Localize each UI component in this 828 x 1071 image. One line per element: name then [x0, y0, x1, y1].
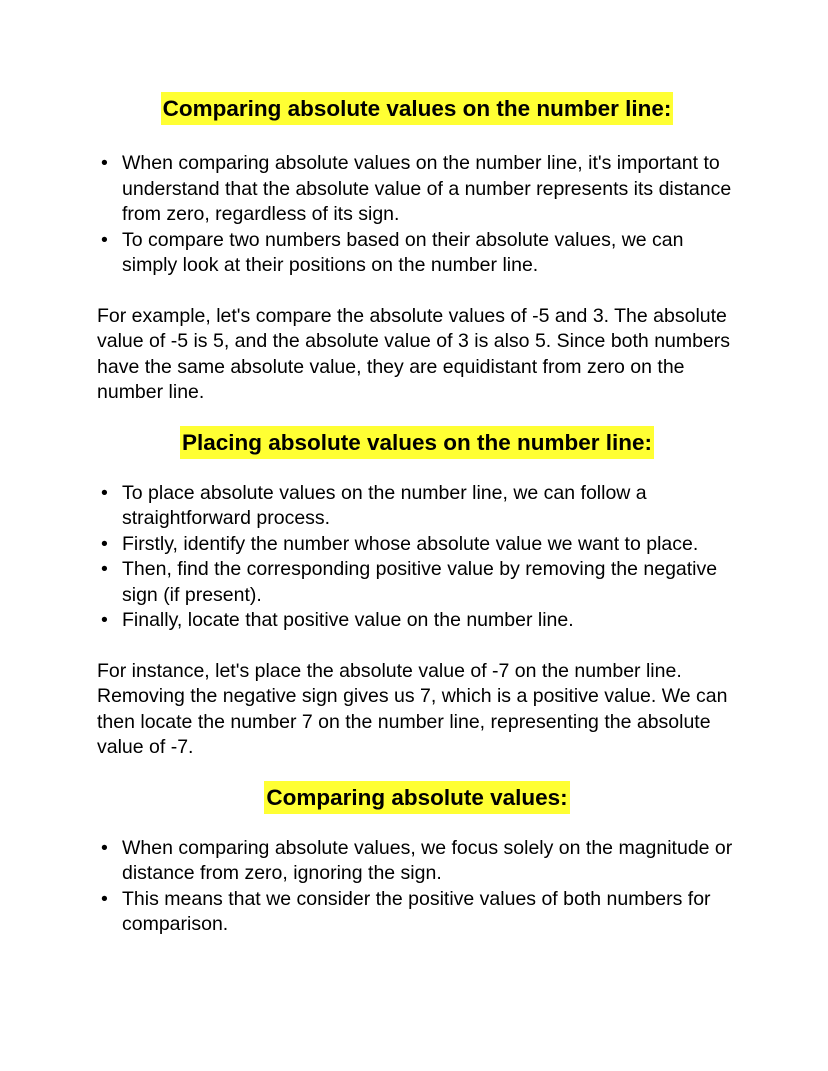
list-item-text: Then, find the corresponding positive value by removing the negative sign (if present).: [122, 558, 718, 606]
bullet-icon: •: [101, 887, 108, 910]
list-item-text: To compare two numbers based on their absolute values, we can simply look at their positions on the number line.: [122, 228, 684, 276]
section-heading-text: Comparing absolute values:: [264, 781, 569, 814]
bullet-icon: •: [101, 609, 108, 631]
list-item-text: To place absolute values on the number line, we can follow a straightforward process.: [122, 481, 647, 529]
list-item: [97, 557, 737, 608]
bullet-icon: •: [101, 532, 108, 555]
list-item: [97, 608, 737, 634]
bullet-icon: •: [101, 228, 108, 251]
list-item-text: This means that we consider the positive values of both numbers for comparison.: [122, 887, 711, 935]
list-item: [97, 532, 737, 558]
list-item: [97, 887, 737, 938]
list-item-text: When comparing absolute values on the number line, it's important to understand that the absolute value of a number represents its distance from zero, regardless of its sign.: [122, 152, 732, 225]
list-item-text: Firstly, identify the number whose absolute value we want to place.: [122, 532, 699, 555]
bullet-icon: •: [101, 152, 108, 174]
list-item-text: Finally, locate that positive value on the number line.: [122, 609, 574, 631]
bullet-list: [97, 836, 737, 938]
section-heading-text: Comparing absolute values on the number line:: [161, 92, 674, 125]
list-item-text: When comparing absolute values, we focus solely on the magnitude or distance from zero, ignoring the sign.: [122, 836, 733, 884]
list-item: [97, 481, 737, 532]
bullet-list: [97, 151, 737, 279]
section-heading: [97, 781, 737, 814]
section-heading: [97, 426, 737, 459]
section-heading-text: Placing absolute values on the number line:: [180, 426, 654, 459]
paragraph: For instance, let's place the absolute value of -7 on the number line. Removing the negative sign gives us 7, which is a positive value. We can then locate the number 7 on the number line, representing the absolute value of -7.: [97, 659, 728, 758]
bullet-list: [97, 481, 737, 634]
bullet-icon: •: [101, 558, 108, 580]
document-page: [97, 92, 737, 938]
paragraph: For example, let's compare the absolute values of -5 and 3. The absolute value of -5 is 5, and the absolute value of 3 is also 5. Since both numbers have the same absolute value, they are equidistant from zero on the number line.: [97, 304, 731, 403]
list-item: [97, 836, 737, 887]
bullet-icon: •: [101, 836, 108, 859]
section-heading: [97, 92, 737, 125]
list-item: [97, 228, 737, 279]
bullet-icon: •: [101, 481, 108, 504]
list-item: [97, 151, 737, 228]
